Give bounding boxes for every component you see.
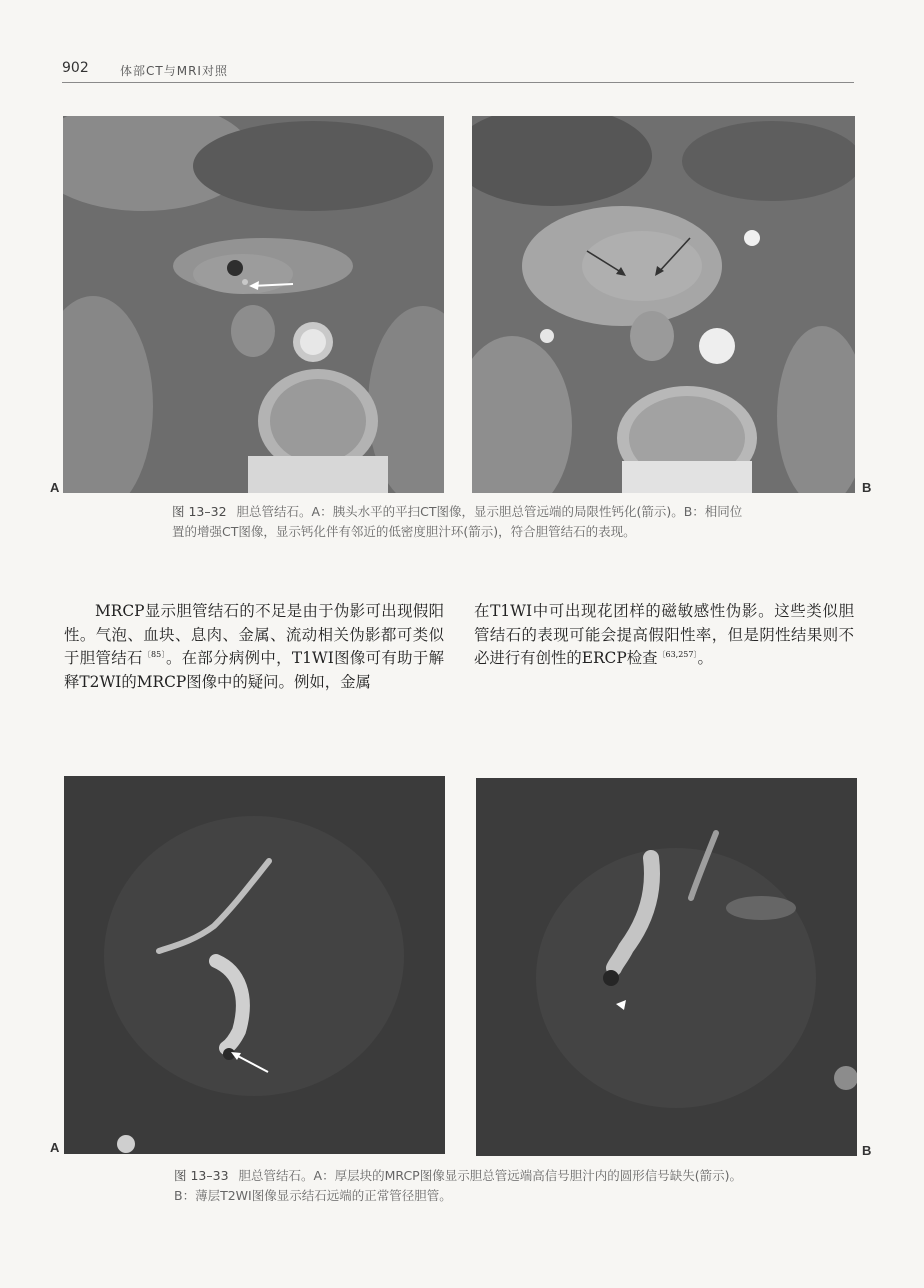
figure-13-32-caption-text: 胆总管结石。A：胰头水平的平扫CT图像，显示胆总管远端的局限性钙化(箭示)。B：相同位置的增强CT图像，显示钙化伴有邻近的低密度胆汁环(箭示)，符合胆管结石的表现。 — [172, 504, 743, 539]
figure-13-32-panel-b-label: B — [862, 480, 872, 495]
body-text-left-part1: MRCP显示胆管结石的不足是由于伪影可出现假阳性。气泡、血块、息肉、金属、流动相关伪影都可类似于胆管结石 — [64, 602, 444, 667]
reference-63-257: 〔63,257〕 — [657, 649, 698, 659]
figure-13-32-b-ct-image — [472, 116, 855, 493]
figure-13-32-caption — [172, 502, 752, 542]
body-text-left-column — [64, 600, 444, 694]
page-number: 902 — [62, 60, 89, 76]
running-title: 体部CT与MRI对照 — [120, 64, 228, 78]
body-text-left-part2: 。在部分病例中，T1WI图像可有助于解释T2WI的MRCP图像中的疑问。例如，金属 — [64, 649, 444, 691]
figure-13-33-a-mrcp-image — [64, 776, 445, 1154]
figure-13-33-panel-a-label: A — [50, 1140, 60, 1155]
figure-13-33-label: 图 13–33 — [174, 1168, 229, 1183]
body-text-right-end: 。 — [697, 649, 713, 667]
body-text-right-column — [474, 600, 854, 671]
figure-13-32-label: 图 13–32 — [172, 504, 227, 519]
figure-13-32-panel-a-label: A — [50, 480, 60, 495]
figure-13-33-b-t2wi-image — [476, 778, 857, 1156]
figure-13-33-caption — [174, 1166, 754, 1206]
figure-13-32-a-ct-image — [63, 116, 444, 493]
figure-13-33-caption-text: 胆总管结石。A：厚层块的MRCP图像显示胆总管远端高信号胆汁内的圆形信号缺失(箭示)。B：薄层T2WI图像显示结石远端的正常管径胆管。 — [174, 1168, 742, 1203]
body-text-right-part1: 在T1WI中可出现花团样的磁敏感性伪影。这些类似胆管结石的表现可能会提高假阳性率，但是阴性结果则不必进行有创性的ERCP检查 — [474, 602, 854, 667]
running-header — [62, 58, 854, 83]
reference-85: 〔85〕 — [142, 649, 166, 659]
figure-13-33-panel-b-label: B — [862, 1143, 872, 1158]
